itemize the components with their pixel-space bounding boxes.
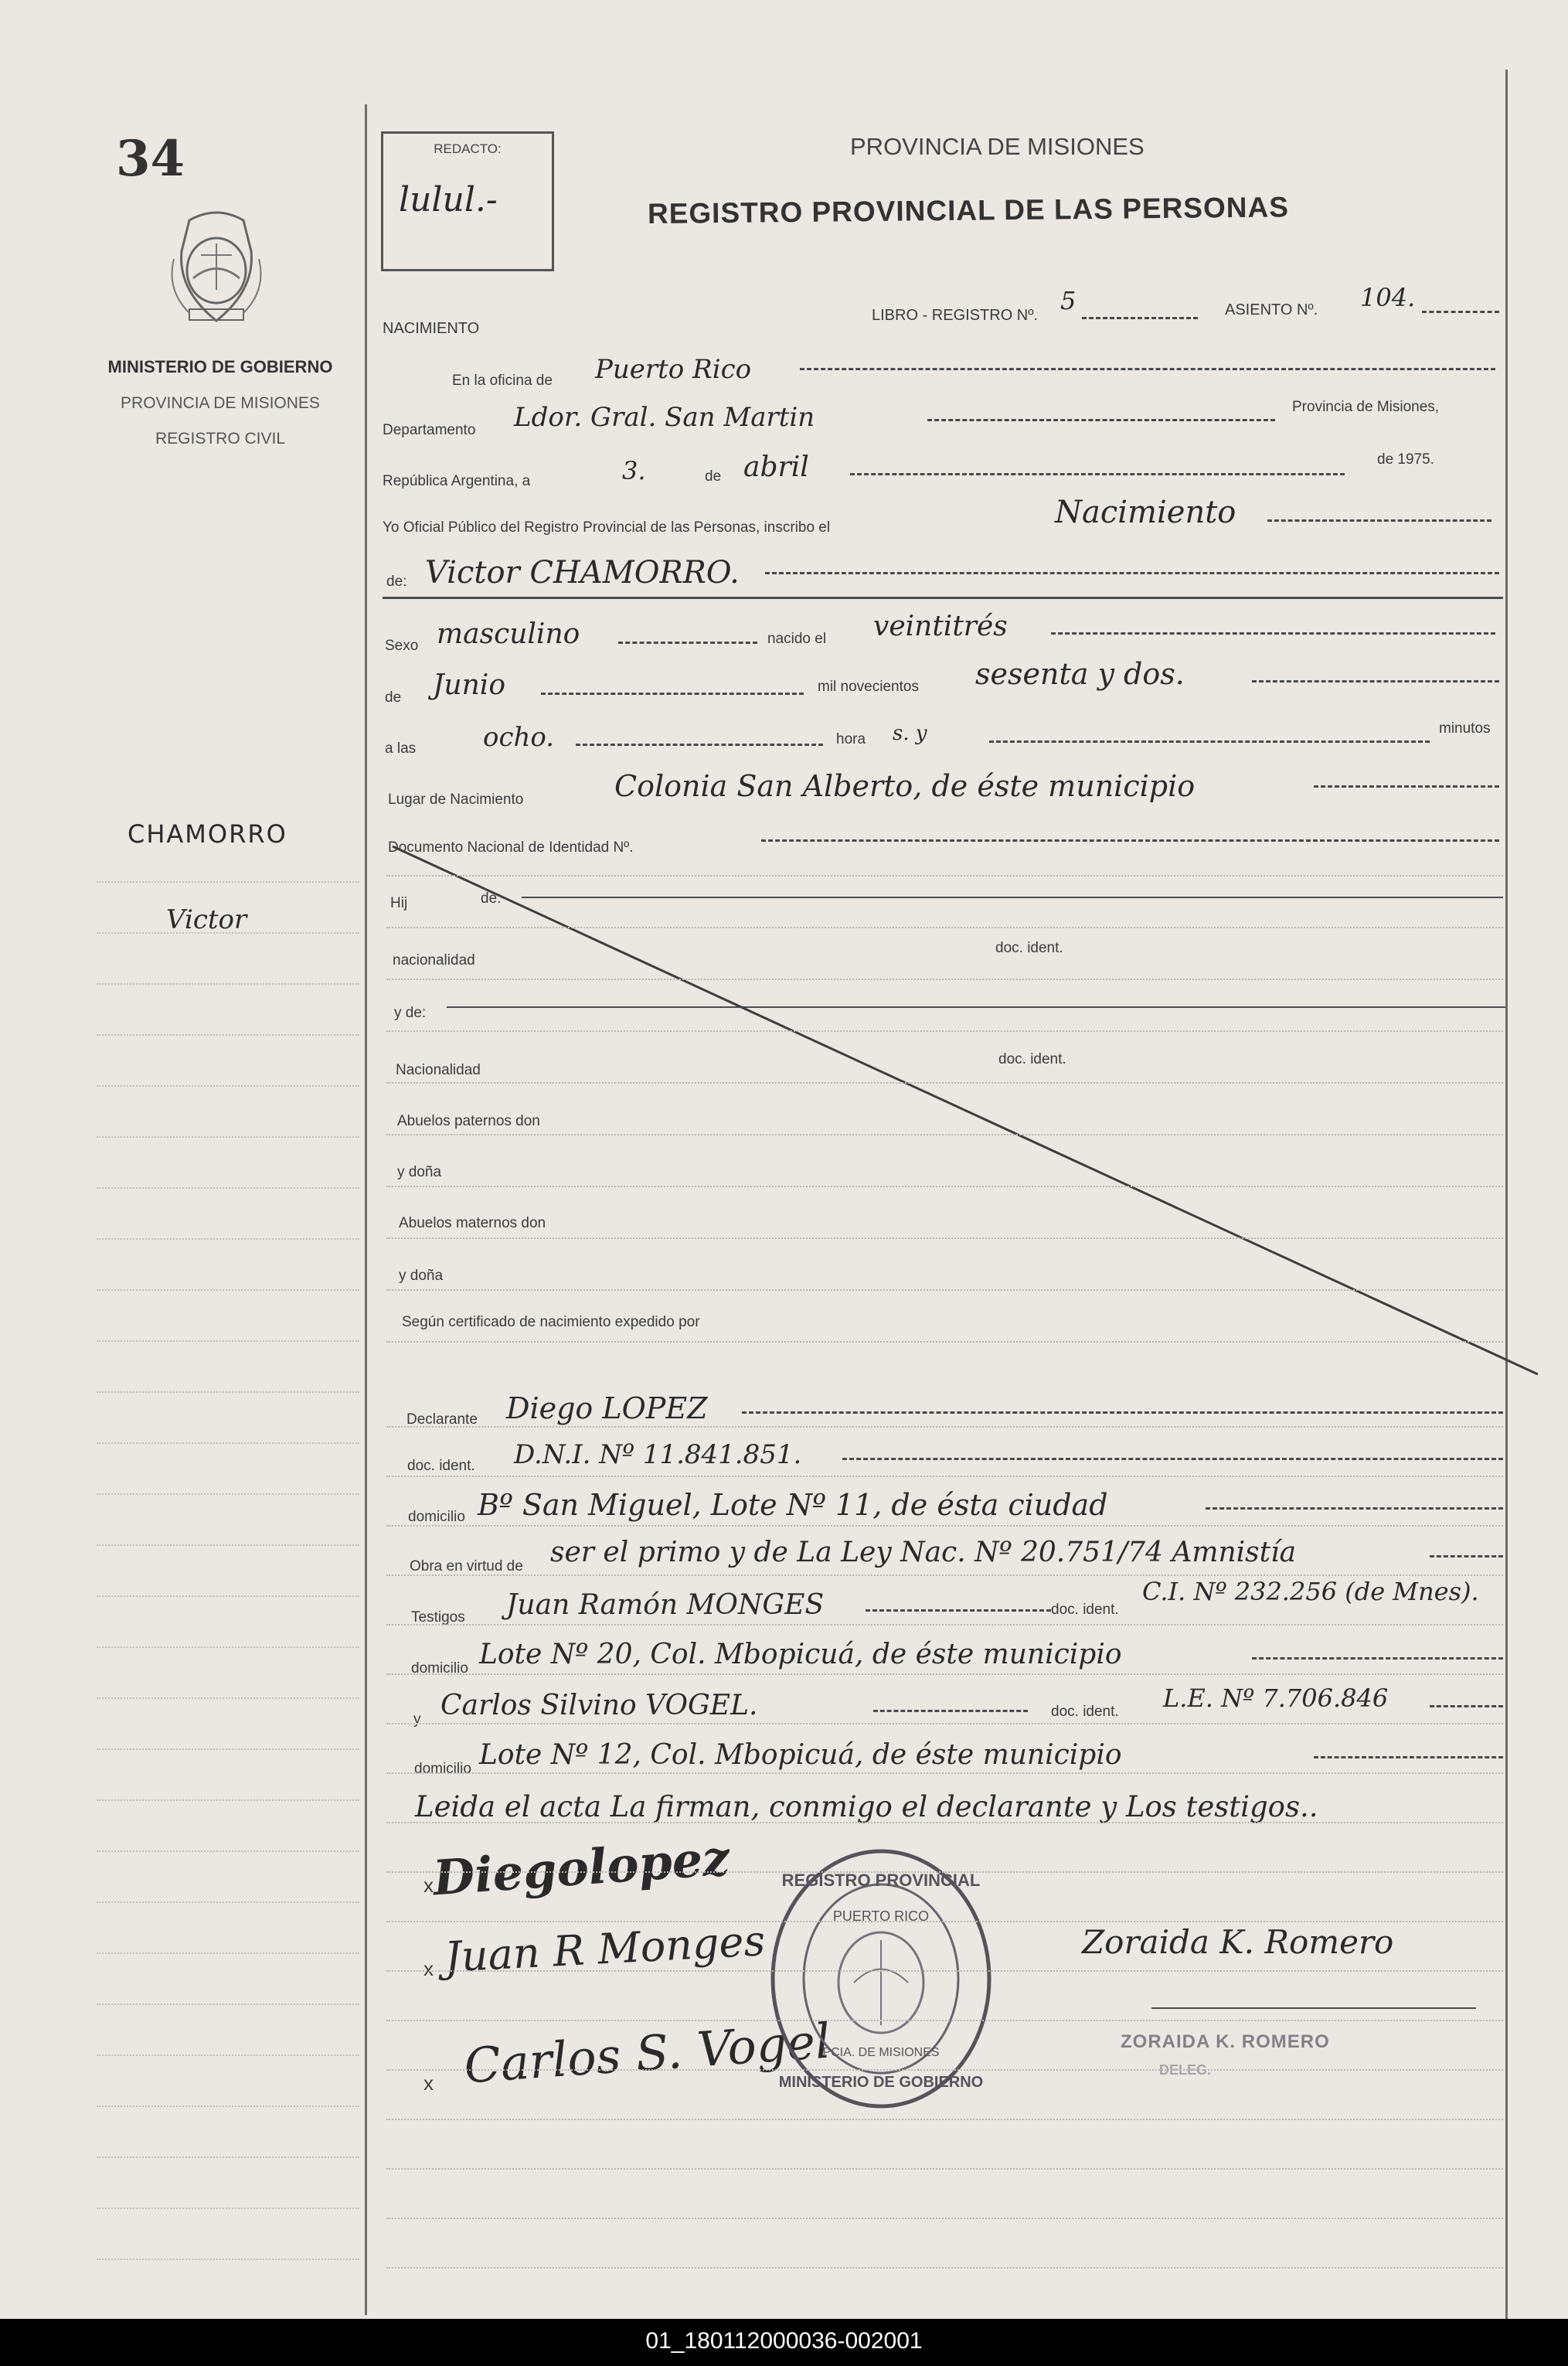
doc-ident-label: doc. ident. [995,940,1063,956]
sign-mark-2: x [423,1957,434,1980]
t1-domicilio-value: Lote Nº 20, Col. Mbopicuá, de éste municipio [479,1639,1122,1670]
testigos-label: Testigos [411,1609,465,1626]
nacido-label: nacido el [767,631,827,647]
svg-text:PCIA. DE MISIONES: PCIA. DE MISIONES [822,2046,940,2059]
body-ruled-line [386,1822,1503,1823]
footer-id: 01_180112000036-002001 [645,2328,923,2354]
abuelos-maternos-label: Abuelos maternos don [399,1215,546,1231]
decl-domicilio-label: domicilio [408,1509,465,1525]
t1-doc-label: doc. ident. [1051,1602,1119,1618]
svg-text:PUERTO RICO: PUERTO RICO [832,1908,930,1924]
sign-mark-3: x [423,2072,434,2095]
signature-declarant: Diegolopez [430,1829,732,1907]
body-ruled-line [386,1673,1503,1675]
nombre-value: Victor CHAMORRO. [425,555,740,591]
oficina-label: En la oficina de [452,373,553,389]
registry-header: REGISTRO PROVINCIAL DE LAS PERSONAS [647,191,1290,230]
body-ruled-line [386,1970,1503,1972]
left-ruled-line [97,1952,359,1954]
departamento-value: Ldor. Gral. San Martin [514,402,815,433]
body-ruled-line [386,2119,1503,2120]
left-ruled-line [97,1901,359,1903]
body-ruled-line [386,1723,1503,1724]
t1-doc-value: C.I. Nº 232.256 (de Mnes). [1142,1577,1479,1606]
libro-value: 5 [1060,286,1077,315]
left-ruled-line [97,1799,359,1801]
official-role-stamp: DELEG. [1159,2062,1212,2078]
t1-domicilio-label: domicilio [411,1660,468,1677]
svg-text:REGISTRO PROVINCIAL: REGISTRO PROVINCIAL [781,1871,981,1890]
body-ruled-line [386,979,1503,980]
closing-value: Leida el acta La firman, conmigo el declarante y Los testigos.. [415,1790,1318,1823]
province-header: PROVINCIA DE MISIONES [850,133,1145,160]
redacto-label: REDACTO: [434,141,502,156]
left-ruled-line [97,1697,359,1699]
padre-de-label: de: [481,890,502,907]
signature-witness1: Juan R Monges [443,1916,767,1982]
anio-label: de 1975. [1377,451,1434,468]
mil-label: mil novecientos [818,679,919,695]
oficial-label: Yo Oficial Público del Registro Provincial de las Personas, inscribo el [383,519,831,536]
testigo1-dash [866,1609,1051,1612]
nacionalidad2-label: Nacionalidad [396,1062,481,1078]
testigo2-dash [873,1710,1028,1712]
left-ruled-line [97,1646,359,1648]
provincia-label: Provincia de Misiones, [1292,399,1440,415]
dia-nac-value: veintitrés [873,611,1008,642]
ydona2-label: y doña [399,1268,444,1284]
body-ruled-line [386,1574,1503,1576]
obra-value: ser el primo y de La Ley Nac. Nº 20.751/74 Amnistía [550,1537,1297,1568]
body-ruled-line [386,1289,1503,1291]
body-ruled-line [386,1476,1503,1477]
mes-nac-value: Junio [433,669,505,701]
declarante-dash [742,1411,1503,1414]
testigo1-value: Juan Ramón MONGES [506,1589,825,1621]
body-ruled-line [386,2218,1503,2219]
body-ruled-line [386,1186,1503,1187]
abuelos-paternos-label: Abuelos paternos don [397,1113,540,1129]
body-ruled-line [386,875,1503,877]
doc-ident2-label: doc. ident. [998,1051,1066,1067]
sexo-value: masculino [437,618,580,650]
t1-domicilio-dash [1252,1657,1503,1660]
departamento-label: Departamento [383,422,476,438]
lugar-value: Colonia San Alberto, de éste municipio [614,769,1196,803]
left-ruled-line [97,1187,359,1189]
official-sign-rule [1151,2007,1476,2009]
de-persona-label: de: [386,574,407,590]
signature-official: Zoraida K. Romero [1082,1923,1394,1961]
de-label: de [705,468,722,485]
hora-label: hora [836,731,866,747]
hijo-label: Hij [390,895,408,911]
mes-value: abril [743,451,809,483]
body-ruled-line [386,1082,1503,1084]
hora-value: ocho. [483,722,555,753]
minutos-label: minutos [1439,720,1491,737]
lugar-label: Lugar de Nacimiento [388,792,524,808]
obra-dash [1430,1555,1503,1557]
ministry-line3: REGISTRO CIVIL [155,430,286,448]
registry-seal [769,1847,993,2110]
left-ruled-line [97,1085,359,1087]
asiento-value: 104. [1360,283,1416,312]
obra-label: Obra en virtud de [410,1558,523,1574]
ministry-line2: PROVINCIA DE MISIONES [121,394,320,412]
left-ruled-line [97,1493,359,1495]
body-ruled-line [386,927,1503,928]
left-ruled-line [97,1748,359,1750]
footer-bar [0,2319,1568,2366]
dia-value: 3. [622,456,646,485]
declarante-value: Diego LOPEZ [506,1391,708,1425]
redacto-initials: lulul.- [399,180,498,220]
signature-witness2: Carlos S. Vogel [462,2012,832,2095]
decl-doc-dash [842,1458,1503,1460]
segun-label: Según certificado de nacimiento expedido por [402,1314,700,1330]
left-ruled-line [97,2003,359,2005]
left-ruled-line [97,1238,359,1240]
de2-label: de [385,689,402,706]
libro-label: LIBRO - REGISTRO Nº. [872,307,1039,324]
body-ruled-line [386,1525,1503,1527]
t2-doc-label: doc. ident. [1051,1704,1119,1720]
official-name-stamp: ZORAIDA K. ROMERO [1121,2031,1330,2052]
left-ruled-line [97,932,359,934]
left-ruled-line [97,2157,359,2158]
sexo-label: Sexo [385,638,419,654]
declarante-label: Declarante [406,1411,478,1428]
body-ruled-line [386,1871,1503,1873]
body-ruled-line [386,2267,1503,2269]
left-ruled-line [97,2106,359,2107]
acto-value: Nacimiento [1055,495,1236,530]
decl-doc-label: doc. ident. [407,1458,475,1474]
yde-label: y de: [394,1005,427,1021]
body-ruled-line [386,2069,1503,2071]
oficina-value: Puerto Rico [595,354,752,385]
ministry-line1: MINISTERIO DE GOBIERNO [107,357,333,376]
body-ruled-line [386,1237,1503,1239]
left-ruled-line [97,881,359,883]
t2-domicilio-value: Lote Nº 12, Col. Mbopicuá, de éste municipio [479,1739,1122,1771]
body-ruled-line [386,2168,1503,2170]
republica-label: República Argentina, a [383,473,531,489]
testigo2-value: Carlos Silvino VOGEL. [440,1690,758,1721]
hora-sep: s. y [893,722,927,745]
left-ruled-line [97,1391,359,1393]
asiento-label: ASIENTO Nº. [1225,301,1318,318]
left-ruled-line [97,1544,359,1546]
margin-surname: CHAMORRO [128,819,287,849]
left-ruled-line [97,1340,359,1342]
body-ruled-line [386,1772,1503,1774]
documento-label: Documento Nacional de Identidad Nº. [388,839,634,856]
left-ruled-line [97,2208,359,2209]
left-ruled-line [97,1442,359,1444]
body-ruled-line [386,1134,1503,1135]
anio-nac-value: sesenta y dos. [975,657,1185,691]
t2-doc-value: L.E. Nº 7.706.846 [1163,1683,1389,1713]
body-ruled-line [386,1921,1503,1922]
left-ruled-line [97,1136,359,1138]
left-ruled-line [97,1850,359,1852]
y-label: y [413,1711,421,1728]
body-ruled-line [386,2020,1503,2021]
left-ruled-line [97,1595,359,1597]
margin-given-name: Victor [166,904,247,935]
ydona-label: y doña [397,1164,442,1180]
left-ruled-line [97,983,359,985]
decl-domicilio-dash [1206,1507,1503,1510]
body-ruled-line [386,1426,1503,1428]
alas-label: a las [385,740,417,757]
record-type-label: NACIMIENTO [383,320,480,337]
decl-domicilio-value: Bº San Miguel, Lote Nº 11, de ésta ciudad [478,1488,1108,1522]
decl-doc-value: D.N.I. Nº 11.841.851. [514,1439,802,1470]
body-ruled-line [386,1341,1503,1343]
left-ruled-line [97,1289,359,1291]
t2-domicilio-dash [1314,1756,1503,1758]
svg-text:MINISTERIO DE GOBIERNO: MINISTERIO DE GOBIERNO [778,2074,984,2091]
body-ruled-line [386,1030,1503,1032]
left-ruled-line [97,2259,359,2260]
left-ruled-line [97,1034,359,1036]
t2-domicilio-label: domicilio [414,1761,471,1777]
nacionalidad-label: nacionalidad [393,952,475,969]
body-ruled-line [386,1624,1503,1626]
page-number: 34 [116,130,185,188]
sign-mark-1: x [423,1874,434,1897]
t2-doc-dash [1430,1705,1503,1707]
left-ruled-line [97,2055,359,2056]
